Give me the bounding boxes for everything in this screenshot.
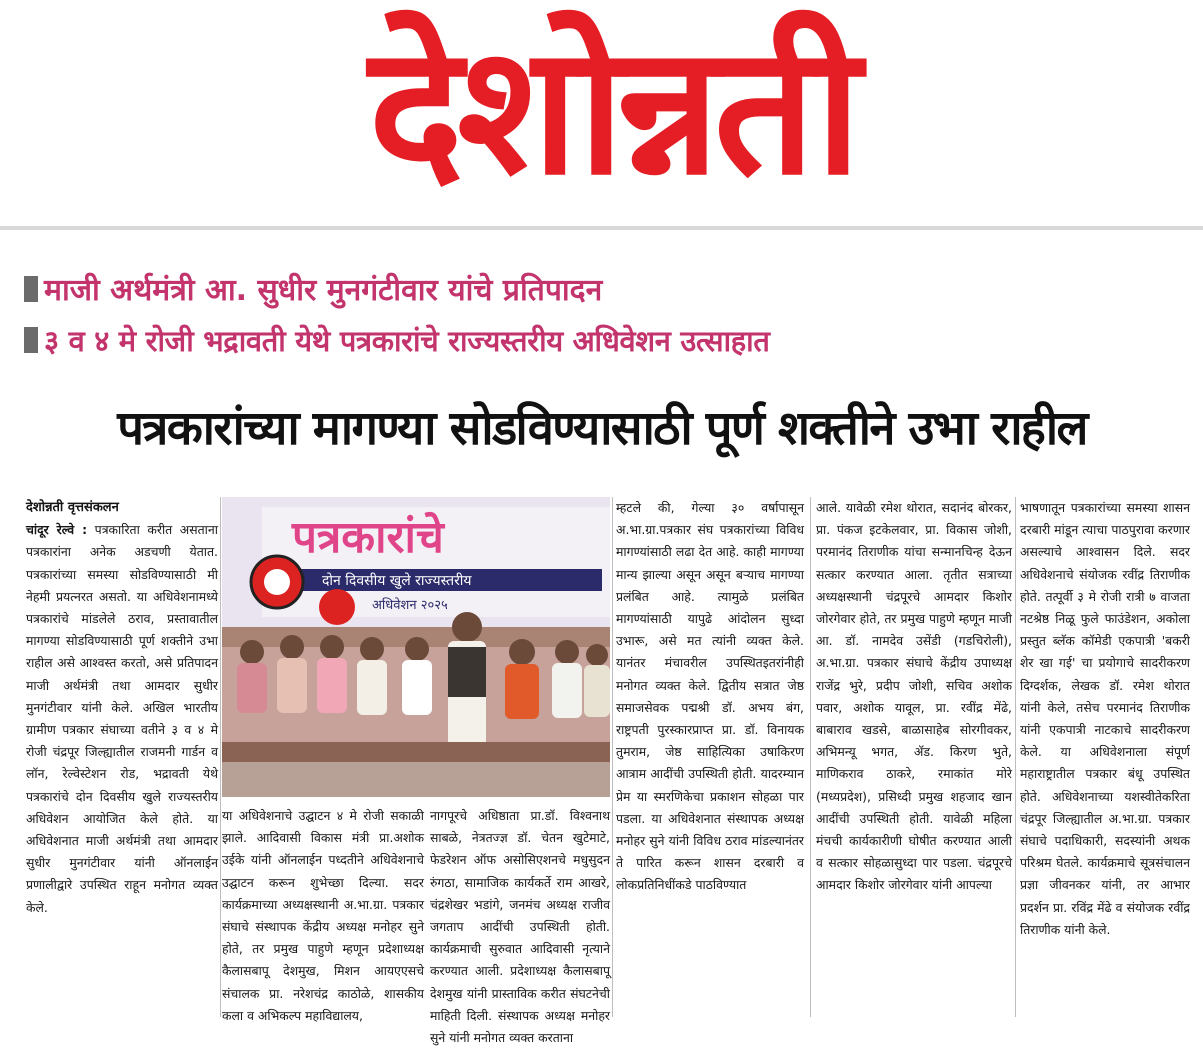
event-photo-illustration bbox=[222, 497, 610, 797]
column-3-text: नागपूरचे अधिष्ठाता प्रा.डॉ. विश्वनाथ साबळे, नेत्रतज्ज्ञ डॉ. चेतन खुटेमाटे, फेडरेशन ऑफ असोसिएशनचे मधुसुदन रुंगठा, सामाजिक कार्यकर्ते राम आखरे, चंद्रशेखर भडांगे, जनमंच अध्यक्ष राजीव जगताप आदींची उपस्थिती होती. कार्यक्रमाची सुरुवात आदिवासी नृत्याने करण्यात आली. प्रदेशाध्यक्ष कैलासबापू देशमुख यांनी प्रास्ताविक करीत संघटनेची माहिती दिली. संस्थापक अध्यक्ष मनोहर सुने यांनी मनोगत व्यक्त करताना bbox=[430, 808, 610, 1046]
column-divider bbox=[1015, 497, 1016, 1017]
article-column-1 bbox=[26, 497, 218, 1022]
column-6-text: भाषणातून पत्रकारांच्या समस्या शासन दरबारी मांडून त्याचा पाठपुरावा करणार असल्याचे आश्वासन दिले. सदर अधिवेशनाचे संयोजक रवींद्र तिराणीक होते. तत्पूर्वी ३ मे रोजी रात्री ७ वाजता नटश्रेष्ठ निळू फुले फाउंडेशन, अकोला प्रस्तुत ब्लॅक कॉमेडी एकपात्री 'बकरी शेर खा गई' चा प्रयोगाचे सादरीकरण दिग्दर्शक, लेखक डॉ. रमेश थोरात यांनी केले, तसेच परमानंद तिराणीक यांनी एकपात्री नाटकाचे सादरीकरण केले. या अधिवेशनाला संपूर्ण महाराष्ट्रातील पत्रकार बंधू उपस्थित होते. अधिवेशनाच्या यशस्वीतेकरिता चंद्रपूर जिल्ह्यातील अ.भा.ग्रा. पत्रकार संघाचे पदाधिकारी, सदस्यांनी अथक परिश्रम घेतले. कार्यक्रमाचे सूत्रसंचालन प्रज्ञा जीवनकर यांनी, तर आभार प्रदर्शन प्रा. रविंद्र मेंढे व संयोजक रवींद्र तिराणीक यांनी केले. bbox=[1020, 500, 1190, 937]
article-column-3 bbox=[430, 805, 610, 1046]
banner-title: पत्रकारांचे bbox=[292, 512, 444, 563]
masthead-divider bbox=[0, 226, 1203, 230]
article-column-5 bbox=[816, 497, 1012, 1022]
column-divider bbox=[810, 497, 811, 1017]
banner-subtitle: दोन दिवसीय खुले राज्यस्तरीय bbox=[322, 573, 472, 589]
subhead-2-text: ३ व ४ मे रोजी भद्रावती येथे पत्रकारांचे राज्यस्तरीय अधिवेशन उत्साहात bbox=[44, 324, 770, 358]
bullet-icon bbox=[24, 327, 38, 353]
event-photo bbox=[222, 497, 610, 797]
column-divider bbox=[220, 497, 221, 1017]
byline: देशोन्नती वृत्तसंकलन bbox=[26, 500, 119, 515]
column-2-text: या अधिवेशनाचे उद्घाटन ४ मे रोजी सकाळी झाले. आदिवासी विकास मंत्री प्रा.अशोक उईके यांनी ऑनलाईन पध्दतीने अधिवेशनाचे उद्घाटन करून शुभेच्छा दिल्या. सदर कार्यक्रमाच्या अध्यक्षस्थानी अ.भा.ग्रा. पत्रकार संघाचे संस्थापक केंद्रीय अध्यक्ष मनोहर सुने होते, तर प्रमुख पाहुणे म्हणून प्रदेशाध्यक्ष कैलासबापू देशमुख, मिशन आयएएसचे संचालक प्रा. नरेशचंद्र काठोळे, शासकीय कला व अभिकल्प महाविद्यालय, bbox=[222, 808, 424, 1023]
bullet-icon bbox=[24, 276, 38, 302]
headline: पत्रकारांच्या मागण्या सोडविण्यासाठी पूर्ण शक्तीने उभा राहील bbox=[117, 401, 1087, 456]
article-column-2 bbox=[222, 805, 424, 1023]
column-divider bbox=[612, 497, 613, 1017]
column-1-text: पत्रकारिता करीत असताना पत्रकारांना अनेक अडचणी येतात. पत्रकारांच्या समस्या सोडविण्यासाठी मी नेहमी प्रयत्नरत असतो. या अधिवेशनामध्ये पत्रकारांचे मांडलेले ठराव, प्रस्तावातील मागण्या सोडविण्यासाठी पूर्ण शक्तीने उभा राहील असे आश्वस्त करतो, असे प्रतिपादन माजी अर्थमंत्री तथा आमदार सुधीर मुनगंटीवार यांनी केले. अखिल भारतीय ग्रामीण पत्रकार संघाच्या वतीने ३ व ४ मे रोजी चंद्रपूर जिल्ह्यातील राजमनी गार्डन व लॉन, रेल्वेस्टेशन रोड, भद्रावती येथे पत्रकारांचे दोन दिवसीय खुले राज्यस्तरीय अधिवेशन आयोजित केले होते. या अधिवेशनात माजी अर्थमंत्री तथा आमदार सुधीर मुनगंटीवार यांनी ऑनलाईन प्रणालीद्वारे उपस्थित राहून मनोगत व्यक्त केले. bbox=[26, 522, 218, 915]
column-5-text: आले. यावेळी रमेश थोरात, सदानंद बोरकर, प्रा. पंकज इटकेलवार, प्रा. विकास जोशी, परमानंद तिराणीक यांचा सन्मानचिन्ह देऊन सत्कार करण्यात आला. तृतीत सत्राच्या अध्यक्षस्थानी चंद्रपूरचे आमदार किशोर जोरगेवार होते, तर प्रमुख पाहुणे म्हणून माजी आ. डॉ. नामदेव उसेंडी (गडचिरोली), अ.भा.ग्रा. पत्रकार संघाचे केंद्रीय उपाध्यक्ष राजेंद्र भुरे, प्रदीप जोशी, सचिव अशोक पवार, अशोक यावूल, प्रा. रवींद्र मेंढे, बाबाराव खडसे, बाळासाहेब सोरगीवकर, अभिमन्यू भगत, ॲड. किरण भुते, माणिकराव ठाकरे, रमाकांत मोरे (मध्यप्रदेश), प्रसिध्दी प्रमुख शहजाद खान आदींची उपस्थिती होती. यावेळी महिला मंचची कार्यकारीणी घोषीत करण्यात आली व सत्कार सोहळासुध्दा पार पडला. चंद्रपूरचे आमदार किशोर जोरगेवार यांनी आपल्या bbox=[816, 500, 1012, 893]
subhead-1-text: माजी अर्थमंत्री आ. सुधीर मुनगंटीवार यांचे प्रतिपादन bbox=[44, 273, 603, 308]
article-column-6 bbox=[1020, 497, 1190, 1022]
masthead-title: देशोन्नती bbox=[368, 7, 856, 214]
subhead-2 bbox=[24, 318, 770, 364]
masthead bbox=[0, 0, 1203, 232]
column-4-text: म्हटले की, गेल्या ३० वर्षापासून अ.भा.ग्रा.पत्रकार संघ पत्रकारांच्या विविध मागण्यांसाठी लढा देत आहे. काही मागण्या मान्य झाल्या असून असून बऱ्याच मागण्या प्रलंबित आहे. त्यामुळे प्रलंबित मागण्यांसाठी यापुढे आंदोलन सुध्दा उभारू, असे मत त्यांनी व्यक्त केले. यानंतर मंचावरील उपस्थितइतरांनीही मनोगत व्यक्त केले. द्वितीय सत्रात जेष्ठ समाजसेवक पद्मश्री डॉ. अभय बंग, राष्ट्रपती पुरस्कारप्राप्त प्रा. डॉ. विनायक तुमराम, जेष्ठ साहित्यिका उषाकिरण आत्राम आदींची उपस्थिती होती. यादरम्यान प्रेम या स्मरणिकेचा प्रकाशन सोहळा पार पडला. या अधिवेशनात संस्थापक अध्यक्ष मनोहर सुने यांनी विविध ठराव मांडल्यानंतर ते पारित करून शासन दरबारी व लोकप्रतिनिधींकडे पाठविण्यात bbox=[616, 500, 804, 893]
article-column-4 bbox=[616, 497, 804, 1022]
banner-subtitle-2: अधिवेशन २०२५ bbox=[372, 598, 448, 613]
article-paragraph bbox=[26, 519, 218, 919]
dateline: चांदूर रेल्वे : bbox=[26, 522, 88, 538]
subhead-1 bbox=[24, 268, 602, 314]
